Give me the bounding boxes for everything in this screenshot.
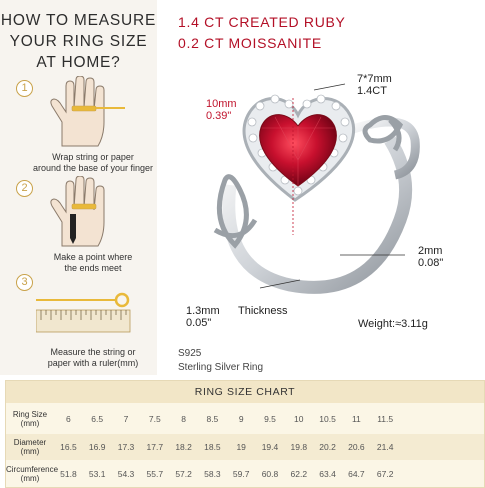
row-label-line: Ring Size: [12, 410, 48, 419]
table-cell: 60.8: [261, 469, 279, 479]
hand-mark-illustration: [40, 176, 130, 248]
thickness-value-note: [186, 305, 220, 329]
band-width-mm: 2mm: [418, 245, 443, 257]
table-cell: 19.4: [261, 442, 279, 452]
row-label: [6, 438, 54, 456]
height-note: [206, 98, 237, 122]
product-headline-moissanite: 0.2 CT MOISSANITE: [178, 35, 322, 51]
table-cell: 19: [236, 442, 246, 452]
ring-product-image: [200, 70, 480, 335]
chart-row-ring-size: [6, 406, 484, 432]
table-cell: 8: [181, 414, 186, 424]
ring-size-chart: [5, 380, 485, 488]
step-1-number: 1: [16, 80, 33, 97]
stone-size-ct: 1.4CT: [357, 85, 387, 97]
thickness-mm: 1.3mm: [186, 305, 220, 317]
table-cell: 11: [351, 414, 361, 424]
table-cell: 67.2: [376, 469, 394, 479]
table-cell: 10: [294, 414, 304, 424]
height-inch: 0.39": [206, 110, 232, 122]
ruler-illustration: [36, 290, 136, 338]
table-cell: 64.7: [348, 469, 365, 479]
table-cell: 51.8: [60, 469, 77, 479]
step-3-text-line: Measure the string or: [50, 347, 136, 357]
table-cell: 10.5: [319, 414, 336, 424]
table-cell: 55.7: [146, 469, 164, 479]
table-cell: 8.5: [206, 414, 219, 424]
row-label: [6, 410, 54, 428]
thickness-inch: 0.05": [186, 317, 212, 329]
table-cell: 6.5: [91, 414, 104, 424]
row-label-line: (mm): [20, 474, 40, 483]
chart-row-diameter: [6, 434, 484, 460]
band-width-note: [418, 245, 443, 269]
guide-title-line: AT HOME?: [36, 54, 121, 71]
product-headline-ruby: 1.4 CT CREATED RUBY: [178, 14, 346, 30]
ring-size-chart-title: RING SIZE CHART: [6, 381, 484, 403]
table-cell: 58.3: [204, 469, 221, 479]
measure-guide-panel: [0, 0, 157, 375]
table-cell: 20.6: [348, 442, 365, 452]
table-cell: 7: [123, 414, 129, 424]
step-1-text-line: Wrap string or paper: [52, 152, 134, 162]
table-cell: 19.8: [290, 442, 308, 452]
height-mm: 10mm: [206, 98, 237, 110]
row-label-line: (mm): [20, 447, 40, 456]
table-cell: 20.2: [319, 442, 336, 452]
step-2-number: 2: [16, 180, 33, 197]
stone-size-note: [357, 73, 392, 97]
table-cell: 17.3: [117, 442, 135, 452]
step-3-text: [24, 347, 162, 369]
chart-row-circumference: [6, 461, 484, 487]
guide-title-line: YOUR RING SIZE: [9, 33, 148, 50]
table-cell: 16.9: [88, 442, 106, 452]
band-width-inch: 0.08": [418, 257, 444, 269]
table-cell: 6: [66, 414, 71, 424]
weight-note: Weight:≈3.11g: [358, 318, 428, 330]
table-cell: 57.2: [175, 469, 192, 479]
step-3-number: 3: [16, 274, 33, 291]
table-cell: 54.3: [117, 469, 135, 479]
thickness-label: Thickness: [238, 305, 288, 317]
table-cell: 53.1: [88, 469, 106, 479]
table-cell: 59.7: [232, 469, 250, 479]
table-cell: 17.7: [146, 442, 164, 452]
table-cell: 18.5: [204, 442, 221, 452]
table-cell: 11.5: [377, 414, 394, 424]
table-cell: 16.5: [60, 442, 77, 452]
hand-wrap-illustration: [40, 76, 130, 148]
table-cell: 9.5: [264, 414, 276, 424]
table-cell: 63.4: [319, 469, 336, 479]
guide-title: [0, 10, 157, 73]
guide-title-line: HOW TO MEASURE: [0, 12, 157, 29]
material-description: Sterling Silver Ring: [178, 362, 264, 373]
row-label-line: Diameter: [13, 438, 47, 447]
table-cell: 9: [238, 414, 244, 424]
step-2-text: [24, 252, 162, 274]
step-1-text-line: around the base of your finger: [32, 163, 154, 173]
table-cell: 62.2: [290, 469, 308, 479]
row-label-line: (mm): [20, 419, 40, 428]
step-1-text: [24, 152, 162, 174]
material-code: S925: [178, 348, 202, 359]
table-cell: 21.4: [376, 442, 394, 452]
table-cell: 7.5: [148, 414, 161, 424]
table-cell: 18.2: [175, 442, 192, 452]
step-2-text-line: Make a point where: [53, 252, 133, 262]
step-2-text-line: the ends meet: [64, 263, 122, 273]
row-label: [6, 465, 59, 483]
step-3-text-line: paper with a ruler(mm): [47, 358, 139, 368]
row-label-line: Circumference: [6, 465, 59, 474]
stone-size-mm: 7*7mm: [357, 73, 392, 85]
